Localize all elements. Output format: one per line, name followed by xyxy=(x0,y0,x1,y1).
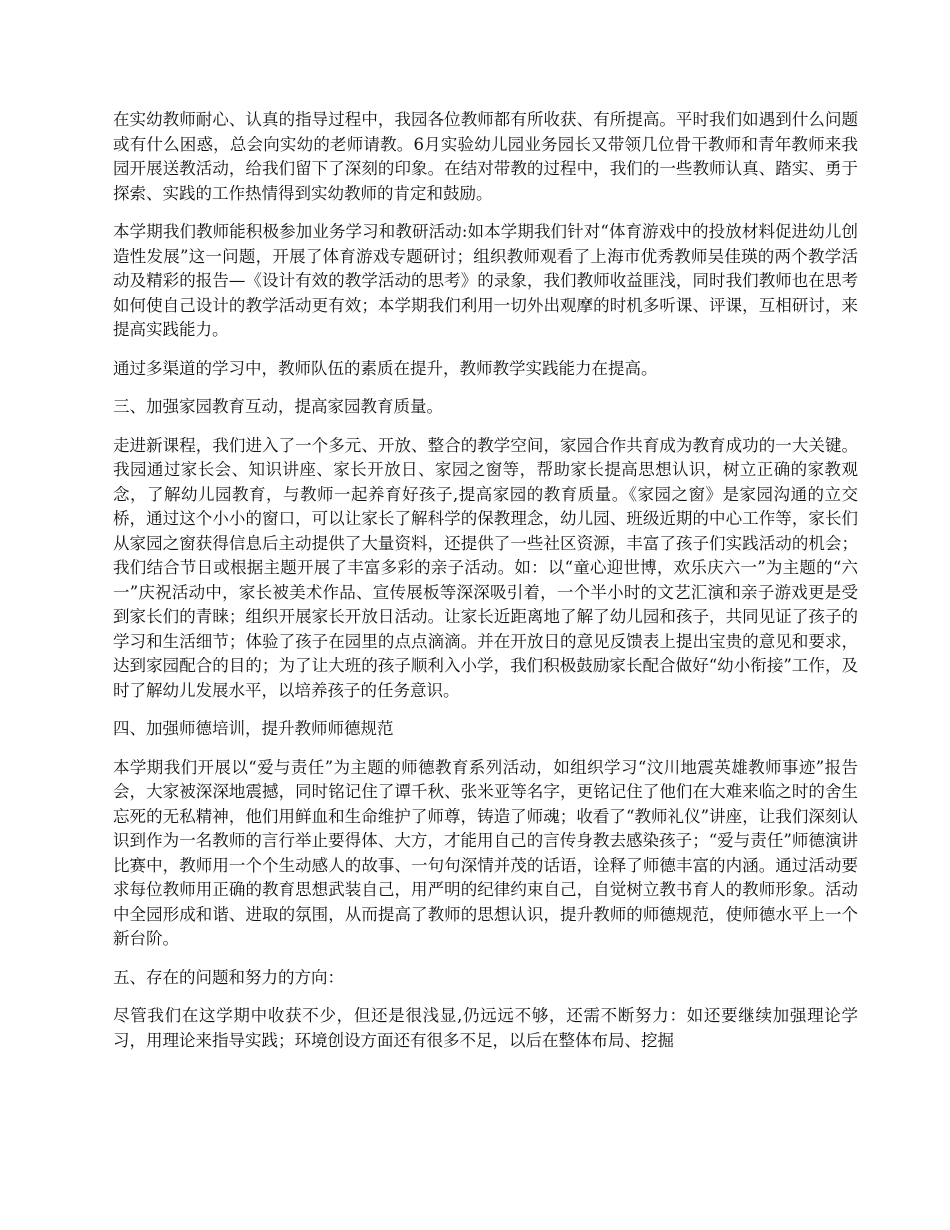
section-heading-problems: 五、存在的问题和努力的方向： xyxy=(113,967,344,987)
section-heading-teacher-ethics: 四、加强师德培训，提升教师师德规范 xyxy=(113,719,394,738)
paragraph-teacher-guidance: 在实幼教师耐心、认真的指导过程中，我园各位教师都有所收获、有所提高。平时我们如遇到什么问题或有什么困惑，总会向实幼的老师请教。6月实验幼儿园业务园长又带领几位骨干教师和青年教师来我园开展送教活动，给我们留下了深刻的印象。在结对带教的过程中，我们的一些教师认真、踏实、勇于探索、实践的工作热情得到实幼教师的肯定和鼓励。 xyxy=(113,110,858,203)
paragraph-multichannel-learning: 通过多渠道的学习中，教师队伍的素质在提升，教师教学实践能力在提高。 xyxy=(113,358,658,378)
section-heading-home-school: 三、加强家园教育互动，提高家园教育质量。 xyxy=(113,397,443,416)
paragraph-teacher-ethics: 本学期我们开展以“爱与责任”为主题的师德教育系列活动，如组织学习“汶川地震英雄教师事迹”报告会，大家被深深地震撼，同时铭记住了谭千秋、张米亚等名字，更铭记住了他们在大难来临之时的舍生忘死的无私精神，他们用鲜血和生命维护了师尊，铸造了师魂；收看了“教师礼仪”讲座，让我们深刻认识到作为一名教师的言行举止要得体、大方，才能用自己的言传身教去感染孩子；“爱与责任”师德演讲比赛中，教师用一个个生动感人的故事、一句句深情并茂的话语，诠释了师德丰富的内涵。通过活动要求每位教师用正确的教育思想武装自己，用严明的纪律约束自己，自觉树立教书育人的教师形象。活动中全园形成和谐、进取的氛围，从而提高了教师的思想认识，提升教师的师德规范，使师德水平上一个新台阶。 xyxy=(113,757,858,948)
paragraph-home-school-cooperation: 走进新课程，我们进入了一个多元、开放、整合的教学空间，家园合作共育成为教育成功的一大关键。我园通过家长会、知识讲座、家长开放日、家园之窗等，帮助家长提高思想认识，树立正确的家教观念，了解幼儿园教育，与教师一起养育好孩子,提高家园的教育质量。《家园之窗》是家园沟通的立交桥，通过这个小小的窗口，可以让家长了解科学的保教理念，幼儿园、班级近期的中心工作等，家长们从家园之窗获得信息后主动提供了大量资料，还提供了一些社区资源，丰富了孩子们实践活动的机会；我们结合节日或根据主题开展了丰富多彩的亲子活动。如：以“童心迎世博，欢乐庆六一”为主题的“六一”庆祝活动中，家长被美术作品、宣传展板等深深吸引着，一个半小时的文艺汇演和亲子游戏更是受到家长们的青睐；组织开展家长开放日活动。让家长近距离地了解了幼儿园和孩子，共同见证了孩子的学习和生活细节；体验了孩子在园里的点点滴滴。并在开放日的意见反馈表上提出宝贵的意见和要求，达到家园配合的目的；为了让大班的孩子顺利入小学，我们积极鼓励家长配合做好“幼小衔接”工作，及时了解幼儿发展水平，以培养孩子的任务意识。 xyxy=(113,435,858,700)
document-body xyxy=(113,108,858,1067)
paragraph-problems-directions: 尽管我们在这学期中收获不少，但还是很浅显,仍远远不够，还需不断努力：如还要继续加强理论学习，用理论来指导实践；环境创设方面还有很多不足，以后在整体布局、挖掘 xyxy=(113,1006,858,1050)
paragraph-study-research: 本学期我们教师能积极参加业务学习和教研活动:如本学期我们针对“体育游戏中的投放材料促进幼儿创造性发展”这一问题，开展了体育游戏专题研讨；组织教师观看了上海市优秀教师吴佳瑛的两个教学活动及精彩的报告—《设计有效的教学活动的思考》的录象，我们教师收益匪浅，同时我们教师也在思考如何使自己设计的教学活动更有效；本学期我们利用一切外出观摩的时机多听课、评课，互相研讨，来提高实践能力。 xyxy=(113,222,858,339)
